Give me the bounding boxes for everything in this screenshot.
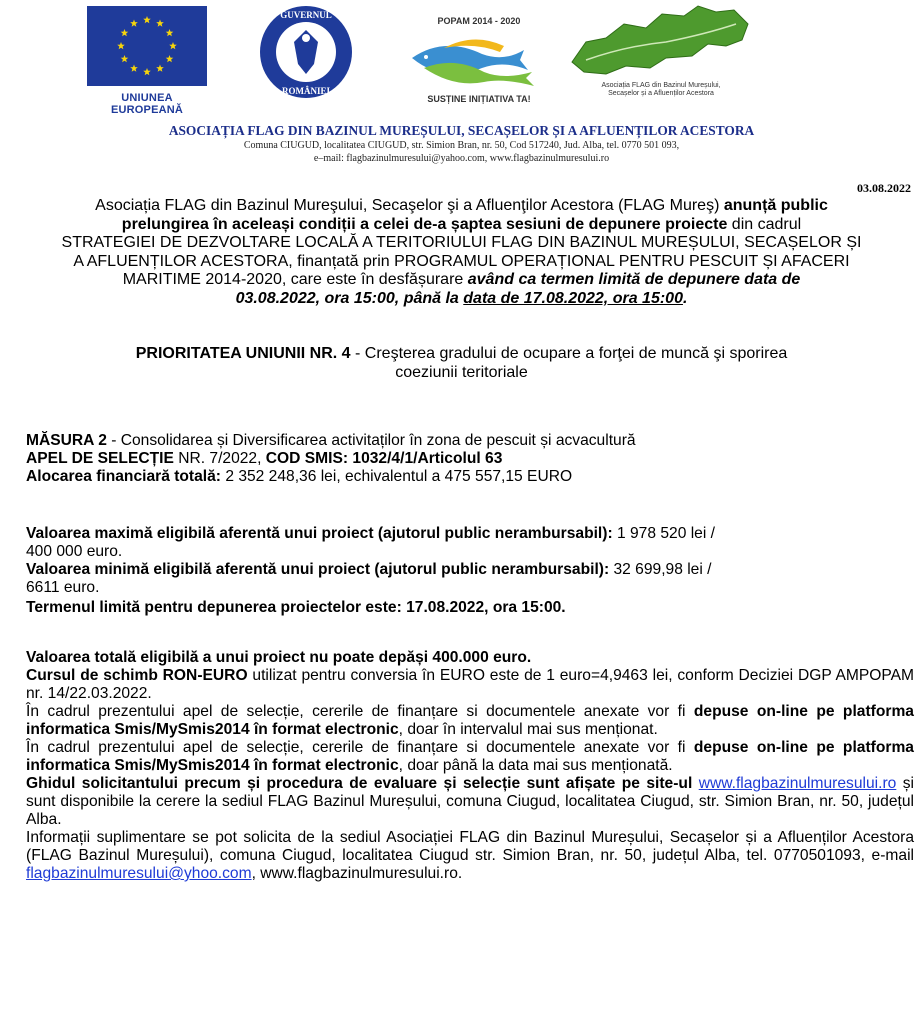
popam-slogan: SUSȚINE INIȚIATIVA TA!	[427, 94, 531, 104]
email-link[interactable]: flagbazinulmuresului@yhoo.com	[26, 865, 252, 882]
government-seal-icon	[258, 4, 354, 100]
org-header	[0, 123, 923, 165]
logo-strip	[0, 0, 923, 118]
flag-map-caption: Asociația FLAG din Bazinul Mureșului, Secașelor și a Afluenților Acestora	[601, 82, 721, 97]
announcement: Asociația FLAG din Bazinul Mureşului, Secaşelor şi a Afluenţilor Acestora (FLAG Mureş) anunță public prelungirea în aceleași condiții a celei de-a șaptea sesiuni de depunere proiecte din cadrul STRATEGIEI DE DEZVOLTARE LOCALĂ A TERITORIULUI FLAG DIN BAZINUL MUREȘULUI, SECAȘELOR ȘI A AFLUENȚILOR ACESTORA, finanțată prin PROGRAMUL OPERAȚIONAL PENTRU PESCUIT ȘI AFACERI MARITIME 2014-2020, care este în desfășurare având ca termen limită de depunere data de 03.08.2022, ora 15:00, până la data de 17.08.2022, ora 15:00.	[61, 197, 862, 307]
eu-flag-icon	[87, 6, 207, 86]
org-name: ASOCIAȚIA FLAG DIN BAZINUL MUREȘULUI, SECAȘELOR ȘI A AFLUENȚILOR ACESTORA	[168, 123, 755, 138]
svg-text:ROMÂNIEI: ROMÂNIEI	[281, 86, 331, 96]
details-section: Valoarea totală eligibilă a unui proiect nu poate depăși 400.000 euro. Cursul de schimb RON-EURO utilizat pentru conversia în EURO este de 1 euro=4,9463 lei, conform Deciziei DGP AMPOPAM nr. 14/22.03.2022. În cadrul prezentului apel de selecție, cererile de finanțare si documentele anexate vor fi depuse on-line pe platforma informatica Smis/MySmis2014 în format electronic, doar în intervalul mai sus menționat. În cadrul prezentului apel de selecție, cererile de finanțare si documentele anexate vor fi depuse on-line pe platforma informatica Smis/MySmis2014 în format electronic, doar până la data mai sus menționată. Ghidul solicitantului precum și procedura de evaluare și selecție sunt afișate pe site-ul www.flagbazinulmuresului.ro și sunt disponibile la cerere la sediul FLAG Bazinul Mureșului, comuna Ciugud, localitatea Ciugud, str. Simion Bran, nr. 50, județul Alba. Informații suplimentare se pot solicita de la sediul Asociației FLAG din Bazinul Mureșului, Secașelor și a Afluenților Acestora (FLAG Bazinul Mureșului), comuna Ciugud, localitatea Ciugud str. Simion Bran, nr. 50, județul Alba, tel. 0770501093, e-mail flagbazinulmuresului@yhoo.com, www.flagbazinulmuresului.ro.	[26, 649, 914, 882]
measure-section: MĂSURA 2 - Consolidarea și Diversificarea activitaților în zona de pescuit și acvacultură APEL DE SELECȚIE NR. 7/2022, COD SMIS: 1032/4/1/Articolul 63 Alocarea financiară totală: 2 352 248,36 lei, echivalentul a 475 557,15 EURO	[26, 432, 636, 485]
map-icon	[566, 2, 756, 82]
popam-logo	[404, 6, 554, 106]
site-link[interactable]: www.flagbazinulmuresului.ro	[698, 775, 897, 792]
priority: PRIORITATEA UNIUNII NR. 4 - Creşterea gradului de ocupare a forţei de muncă şi sporirea coeziunii teritoriale	[135, 345, 788, 381]
eu-logo	[87, 6, 207, 116]
org-address: Comuna CIUGUD, localitatea CIUGUD, str. Simion Bran, nr. 50, Cod 517240, Jud. Alba, tel. 0770 501 093,	[243, 140, 680, 151]
eu-caption: UNIUNEA EUROPEANĂ	[110, 92, 184, 116]
flag-map-logo	[566, 2, 756, 112]
org-email: e–mail: flagbazinulmuresului@yahoo.com, www.flagbazinulmuresului.ro	[313, 153, 610, 164]
values-section: Valoarea maximă eligibilă aferentă unui proiect (ajutorul public nerambursabil): 1 978 520 lei / 400 000 euro. Valoarea minimă eligibilă aferentă unui proiect (ajutorul public nerambursabil): 32 699,98 lei / 6611 euro. Termenul limită pentru depunerea proiectelor este: 17.08.2022, ora 15:00.	[26, 525, 715, 616]
document-date: 03.08.2022	[857, 181, 911, 195]
fish-icon	[404, 28, 554, 90]
svg-text:GUVERNUL: GUVERNUL	[280, 10, 332, 20]
popam-title: POPAM 2014 - 2020	[437, 16, 521, 26]
